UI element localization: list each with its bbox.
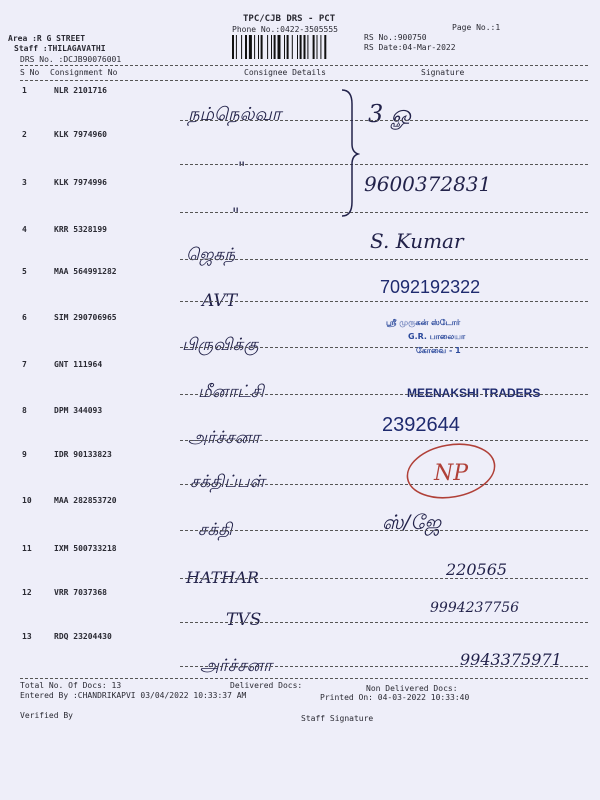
barcode-bar bbox=[271, 35, 272, 59]
row-consignee-handwriting: சக்திப்பள் bbox=[190, 472, 265, 492]
entered-by: Entered By :CHANDRIKAPVI 03/04/2022 10:33:37 AM bbox=[20, 691, 247, 700]
barcode-bar bbox=[241, 35, 242, 59]
row-divider bbox=[180, 440, 588, 441]
row-consignee-handwriting: மீனாட்சி bbox=[198, 382, 264, 402]
row-consignee-handwriting: AVT bbox=[202, 291, 238, 311]
footer-divider bbox=[20, 678, 588, 679]
stamp-line-1: ஸ்ரீ முருகன் ஸ்டோர் bbox=[386, 318, 461, 327]
row-divider bbox=[180, 301, 588, 302]
barcode-bar bbox=[317, 35, 318, 59]
col-signature: Signature bbox=[421, 68, 465, 77]
barcode-bar bbox=[267, 35, 268, 59]
drs-number: DRS No. :DCJB90076001 bbox=[20, 55, 122, 64]
row-signature: 3 ௐ bbox=[368, 100, 415, 128]
row-signature: 7092192322 bbox=[380, 277, 481, 297]
row-sno: 1 bbox=[22, 86, 27, 95]
row-signature: 9600372831 bbox=[364, 172, 492, 196]
area-label: Area :R G STREET bbox=[8, 34, 86, 43]
staff-label: Staff :THILAGAVATHI bbox=[14, 44, 106, 53]
row-sno: 9 bbox=[22, 450, 27, 459]
row-consignment: DPM 344093 bbox=[54, 406, 103, 415]
row-signature: S. Kumar bbox=[370, 229, 464, 253]
barcode-bar bbox=[261, 35, 263, 59]
row-divider bbox=[180, 394, 588, 395]
row-divider bbox=[180, 259, 588, 260]
phone-number: Phone No.:0422-3505555 bbox=[232, 25, 338, 34]
printed-on: Printed On: 04-03-2022 10:33:40 bbox=[320, 693, 470, 702]
row-signature: 2392644 bbox=[382, 414, 460, 436]
row-consignment: MAA 564991282 bbox=[54, 267, 117, 276]
row-consignment: KRR 5328199 bbox=[54, 225, 107, 234]
barcode-bar bbox=[284, 35, 285, 59]
row-signature: 9943375971 bbox=[460, 650, 562, 669]
row-consignee-handwriting: நம்நெல்வா bbox=[188, 104, 282, 125]
barcode-bar bbox=[287, 35, 289, 59]
row-consignee-handwriting: சக்தி bbox=[198, 520, 233, 540]
barcode-bar bbox=[254, 35, 255, 59]
row-sno: 4 bbox=[22, 225, 27, 234]
row-sno: 10 bbox=[22, 496, 32, 505]
row-consignee-handwriting: அர்ச்சனா bbox=[188, 428, 260, 448]
row-signature: NP bbox=[430, 444, 432, 445]
stamp-line-3: கோவை - 1 bbox=[416, 346, 461, 355]
row-consignment: KLK 7974996 bbox=[54, 178, 107, 187]
row-sno: 8 bbox=[22, 406, 27, 415]
row-consignment: MAA 282853720 bbox=[54, 496, 117, 505]
col-consignee: Consignee Details bbox=[244, 68, 326, 77]
row-signature: 9994237756 bbox=[430, 600, 520, 616]
row-consignee-handwriting: " bbox=[232, 204, 240, 223]
row-signature: 220565 bbox=[446, 560, 508, 579]
row-consignment: RDQ 23204430 bbox=[54, 632, 112, 641]
col-sno: S No bbox=[20, 68, 40, 77]
barcode-bar bbox=[274, 35, 276, 59]
row-divider bbox=[180, 666, 588, 667]
barcode-bar bbox=[258, 35, 259, 59]
row-signature: ஸ்/ஜே bbox=[382, 510, 442, 534]
barcode-bar bbox=[313, 35, 315, 59]
barcode-bar bbox=[324, 35, 326, 59]
row-sno: 5 bbox=[22, 267, 27, 276]
row-divider bbox=[180, 212, 588, 213]
row-sno: 6 bbox=[22, 313, 27, 322]
header-divider bbox=[20, 65, 588, 66]
barcode-bar bbox=[232, 35, 234, 59]
column-header-divider bbox=[20, 80, 588, 81]
row-consignment: VRR 7037368 bbox=[54, 588, 107, 597]
row-divider bbox=[180, 530, 588, 531]
non-delivered-docs: Non Delivered Docs: bbox=[366, 684, 458, 693]
total-docs: Total No. Of Docs: 13 bbox=[20, 681, 122, 690]
row-consignee-handwriting: TVS bbox=[226, 610, 262, 630]
row-sno: 12 bbox=[22, 588, 32, 597]
staff-signature: Staff Signature bbox=[301, 714, 374, 723]
row-sno: 13 bbox=[22, 632, 32, 641]
barcode-image bbox=[232, 35, 354, 59]
report-title: TPC/CJB DRS - PCT bbox=[243, 14, 336, 24]
row-sno: 2 bbox=[22, 130, 27, 139]
stamp-line-2: G.R. பாலையா bbox=[408, 332, 466, 341]
row-consignee-handwriting: ஜெகந் bbox=[186, 245, 236, 265]
barcode-bar bbox=[300, 35, 302, 59]
verified-by: Verified By bbox=[20, 711, 73, 720]
bracket-mark bbox=[340, 86, 360, 220]
company-stamp bbox=[386, 318, 566, 378]
rs-date: RS Date:04-Mar-2022 bbox=[364, 43, 456, 52]
row-sno: 7 bbox=[22, 360, 27, 369]
row-consignee-handwriting: பிருவிக்கு bbox=[182, 335, 259, 355]
col-consignment: Consignment No bbox=[50, 68, 118, 77]
row-divider bbox=[180, 622, 588, 623]
row-consignment: IDR 90133823 bbox=[54, 450, 112, 459]
rs-number: RS No.:900750 bbox=[364, 33, 427, 42]
row-consignment: IXM 500733218 bbox=[54, 544, 117, 553]
page-number: Page No.:1 bbox=[452, 23, 501, 32]
row-consignment: KLK 7974960 bbox=[54, 130, 107, 139]
barcode-bar bbox=[249, 35, 252, 59]
barcode-bar bbox=[292, 35, 293, 59]
row-consignee-handwriting: " bbox=[238, 158, 246, 177]
row-divider bbox=[180, 484, 588, 485]
row-sno: 3 bbox=[22, 178, 27, 187]
row-signature: MEENAKSHI TRADERS bbox=[407, 386, 541, 400]
row-consignee-handwriting: அர்ச்சனா bbox=[200, 656, 272, 676]
row-consignment: GNT 111964 bbox=[54, 360, 103, 369]
barcode-bar bbox=[304, 35, 306, 59]
np-text: NP bbox=[434, 461, 469, 486]
barcode-bar bbox=[320, 35, 321, 59]
row-sno: 11 bbox=[22, 544, 32, 553]
row-divider bbox=[180, 164, 588, 165]
barcode-bar bbox=[278, 35, 281, 59]
row-divider bbox=[180, 578, 588, 579]
barcode-bar bbox=[297, 35, 298, 59]
barcode-bar bbox=[245, 35, 247, 59]
row-consignment: SIM 290706965 bbox=[54, 313, 117, 322]
row-consignee-handwriting: HATHAR bbox=[186, 568, 259, 587]
barcode-bar bbox=[236, 35, 237, 59]
np-stamp bbox=[404, 442, 498, 500]
row-divider bbox=[180, 120, 588, 121]
row-consignment: NLR 2101716 bbox=[54, 86, 107, 95]
delivered-docs: Delivered Docs: bbox=[230, 681, 303, 690]
barcode-bar bbox=[307, 35, 308, 59]
